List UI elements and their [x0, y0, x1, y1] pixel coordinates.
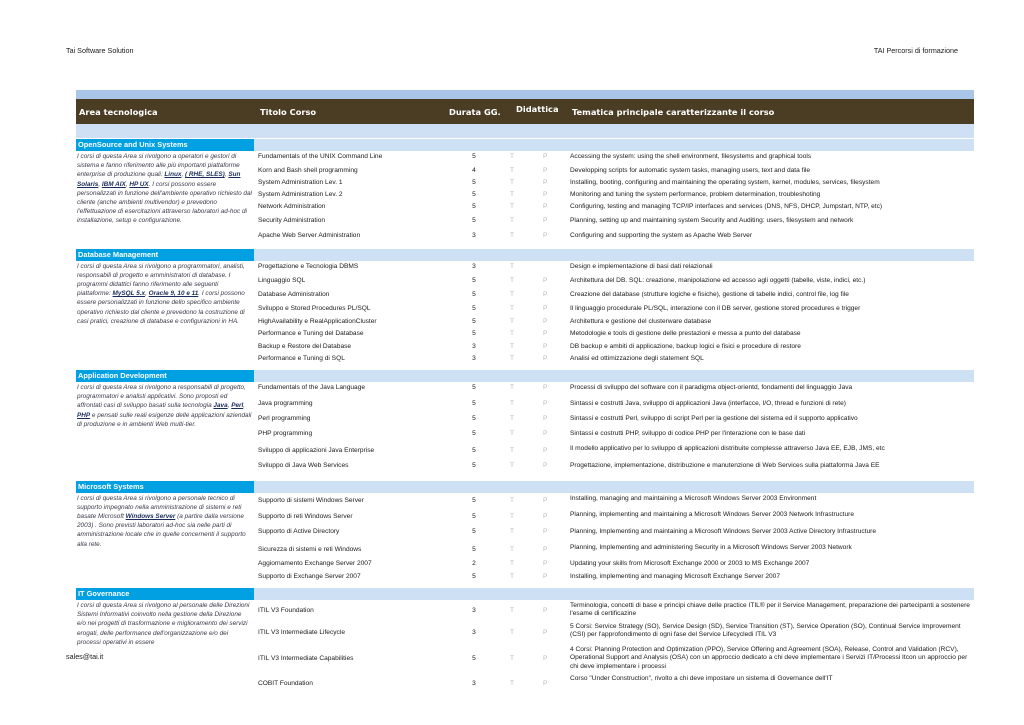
course-duration: 5	[472, 496, 476, 504]
didactics-theory: T	[510, 400, 515, 407]
didactics-theory: T	[510, 606, 515, 614]
course-duration: 5	[472, 415, 476, 422]
course-title: System Administration Lev. 1	[258, 179, 343, 186]
course-title: Korn and Bash shell programming	[258, 166, 358, 174]
course-title: Linguaggio SQL	[258, 276, 306, 284]
didactics-theory: T	[510, 290, 515, 298]
didactics-practice: P	[543, 415, 548, 422]
course-title: PHP programming	[258, 430, 313, 437]
course-topic: Planning, implementing and maintaining a Microsoft Windows Server 2003 Network Infrastructure	[570, 511, 855, 518]
course-title: Backup e Restore del Database	[258, 342, 352, 350]
didactics-theory: T	[510, 317, 515, 325]
course-topic: Developping scripts for automatic system tasks, managing users, text and data file	[570, 166, 811, 174]
didactics-practice: P	[543, 153, 548, 160]
course-topic: Planning, Implementing and administering Security in a Microsoft Windows Server 2003 Network	[570, 543, 852, 551]
course-row	[76, 215, 974, 230]
course-duration: 3	[472, 606, 476, 614]
course-row	[76, 353, 974, 366]
sections-container	[76, 139, 974, 694]
course-topic: Architettura del DB. SQL: creazione, manipolazione ed accesso agli oggetti (tabelle, viste, indici, etc.)	[570, 276, 866, 284]
course-row	[76, 151, 974, 165]
didactics-theory: T	[510, 527, 515, 535]
course-duration: 2	[472, 560, 476, 567]
course-duration: 5	[472, 330, 476, 337]
course-title: COBIT Foundation	[258, 679, 313, 687]
technology-keyword: Windows Server	[125, 512, 176, 520]
didactics-practice: P	[543, 679, 548, 687]
course-title: Aggiornamento Exchange Server 2007	[258, 560, 372, 567]
didactics-theory: T	[510, 654, 515, 662]
course-duration: 5	[472, 527, 476, 535]
course-row	[76, 571, 974, 584]
course-title: Apache Web Server Administration	[258, 231, 361, 239]
section-header	[76, 588, 974, 600]
table-header-row	[76, 99, 974, 124]
technology-keyword: PHP	[77, 411, 91, 419]
course-duration: 5	[472, 461, 476, 469]
course-row	[76, 275, 974, 289]
document-title: TAI Percorsi di formazione	[873, 46, 958, 55]
section-title: OpenSource and Unix Systems	[76, 139, 254, 151]
course-topic: Configuring and supporting the system as Apache Web Server	[570, 231, 753, 239]
course-title: HighAvailability e RealApplicationCluster	[258, 317, 377, 325]
course-duration: 5	[472, 304, 476, 312]
section-header	[76, 370, 974, 382]
technology-keyword: Oracle 9, 10 e 11	[148, 290, 199, 298]
section-body	[76, 493, 974, 588]
didactics-practice: P	[543, 231, 548, 239]
didactics-theory: T	[510, 560, 515, 567]
section-body	[76, 261, 974, 370]
course-topic: Installing, implementing and managing Microsoft Exchange Server 2007	[570, 572, 781, 580]
course-row	[76, 460, 974, 476]
course-title: Security Administration	[258, 217, 326, 224]
course-topic: Design e implementazione di basi dati relazionali	[570, 262, 713, 270]
course-row	[76, 526, 974, 542]
section-title: IT Governance	[76, 588, 254, 600]
course-row	[76, 177, 974, 189]
course-topic: Creazione del database (strutture logiche e fisiche), gestione di tabelle indici, control file, log file	[570, 290, 849, 298]
course-duration: 5	[472, 654, 476, 662]
course-row	[76, 413, 974, 428]
course-duration: 3	[472, 679, 476, 687]
course-table	[76, 90, 974, 694]
section-title: Microsoft Systems	[76, 481, 254, 493]
course-title: System Administration Lev. 2	[258, 191, 343, 198]
course-duration: 5	[472, 276, 476, 284]
course-duration: 5	[472, 400, 476, 407]
course-duration: 5	[472, 430, 476, 437]
course-title: Java programming	[258, 400, 313, 407]
course-topic: Planning, Implementing and maintaining a Microsoft Windows Server 2003 Active Directory Infrastructure	[570, 527, 877, 535]
section-title: Database Management	[76, 249, 254, 261]
course-row	[76, 289, 974, 303]
course-title: Fundamentals of the UNIX Command Line	[258, 153, 383, 160]
section-description: I corsi di questa Area si rivolgono a programmatori, analisti, responsabili di progetto e amministratori di database. I programmi didattici fanno riferimento alle seguenti piattaforme: MySQL 5.x, Oracle 9, 10 e 11. I corsi possono essere personalizzati in funzione dello specifico ambiente operativo richiesto dal cliente e prevedono la costruzione di casi pratici, creazione di database e configurazioni in HA.	[77, 262, 245, 325]
course-topic: Updating your skills from Microsoft Exchange 2000 or 2003 to MS Exchange 2007	[570, 560, 810, 567]
didactics-theory: T	[510, 191, 515, 198]
course-row	[76, 341, 974, 354]
technology-keyword: HP UX	[129, 180, 149, 188]
course-duration: 3	[472, 628, 476, 636]
didactics-practice: P	[543, 606, 548, 614]
technology-keyword: Sun Solaris	[77, 171, 241, 188]
didactics-theory: T	[510, 572, 515, 580]
course-title: Sviluppo di applicazioni Java Enterprise	[258, 447, 375, 455]
course-duration: 5	[472, 153, 476, 160]
didactics-theory: T	[510, 231, 515, 239]
course-duration: 5	[472, 545, 476, 553]
course-title: Sviluppo di Java Web Services	[258, 461, 349, 469]
section-description: I corsi di questa Area si rivolgono a operatori e gestori di sistema e fanno riferimento alle più importanti piattaforme enterprise di produzione quali: Linux, ( RHE, SLES), Sun Solaris, IBM AIX, HP UX. I corsi possono essere personalizzati in funzione dell'ambiente operativo richiesto dal cliente (anche ambienti multivendor) e prevedono l'effettuazione di esercitazioni attraverso laboratori ad-hoc di installazione, setup e configurazione.	[77, 153, 252, 225]
didactics-theory: T	[510, 203, 515, 210]
technology-keyword: Perl	[231, 402, 244, 410]
didactics-practice: P	[543, 628, 548, 636]
course-title: Performance e Tuning di SQL	[258, 355, 345, 362]
course-topic: Planning, setting up and maintaining system Security and Auditing: users, filesystem and network	[570, 217, 854, 224]
course-row	[76, 493, 974, 510]
header-didactics: Didattica	[516, 104, 559, 114]
technology-keyword: Java	[213, 402, 228, 410]
course-title: Supporto di Active Directory	[258, 527, 340, 535]
didactics-theory: T	[510, 496, 515, 504]
course-title: ITIL V3 Foundation	[258, 606, 314, 614]
didactics-practice: P	[543, 527, 548, 535]
course-row	[76, 621, 974, 644]
didactics-theory: T	[510, 461, 515, 469]
course-row	[76, 165, 974, 178]
technology-keyword: ( RHE, SLES)	[185, 171, 225, 179]
course-topic: Accessing the system: using the shell environment, filesystems and graphical tools	[570, 153, 812, 160]
course-title: Sviluppo e Stored Procedures PL/SQL	[258, 304, 371, 312]
didactics-theory: T	[510, 447, 515, 455]
didactics-practice: P	[543, 304, 548, 312]
didactics-theory: T	[510, 153, 515, 160]
course-topic: Il linguaggio procedurale PL/SQL, interazione con il DB server, gestione stored procedures e trigger	[570, 304, 861, 312]
course-row	[76, 542, 974, 559]
course-topic: Installing, booting, configuring and maintaining the operating system, kernel, modules, services, filesystem	[570, 179, 880, 186]
technology-keyword: IBM AIX	[101, 180, 126, 188]
didactics-theory: T	[510, 430, 515, 437]
course-title: Sicurezza di sistemi e reti Windows	[258, 545, 362, 553]
course-duration: 5	[472, 290, 476, 298]
course-title: Progettazione e Tecnologia DBMS	[258, 262, 359, 270]
course-duration: 5	[472, 513, 476, 521]
course-topic: Installing, managing and maintaining a Microsoft Windows Server 2003 Environment	[570, 494, 817, 502]
header-area: Area tecnologica	[79, 107, 158, 117]
section-description: I corsi di questa Area si rivolgono al personale delle Direzioni Sistemi Informativi coinvolto nella gestione della Direzione e/o nei progetti di trasformazione e miglioramento dei servizi erogati, delle performance dell'organizzazione e/o dei processi operativi in essere	[77, 602, 250, 646]
section-description: I corsi di questa Area si rivolgono a responsabili di progetto, programmatori e analisti applicativi. Sono proposti ed affrontati casi di sviluppo basati sulla tecnologia Java, Perl, PHP e pensati sulle reali esigenze delle applicazioni aziendali di produzione e in ambienti Web multi-tier.	[77, 384, 252, 428]
didactics-practice: P	[543, 330, 548, 337]
didactics-practice: P	[543, 384, 548, 391]
course-row	[76, 261, 974, 275]
technology-keyword: MySQL 5.x	[112, 290, 146, 298]
course-row	[76, 644, 974, 673]
didactics-theory: T	[510, 679, 515, 687]
course-duration: 5	[472, 179, 476, 186]
section-header	[76, 481, 974, 493]
technology-keyword: Linux	[164, 171, 182, 179]
section-header	[76, 139, 974, 151]
didactics-practice: P	[543, 166, 548, 174]
course-row	[76, 558, 974, 571]
course-row	[76, 428, 974, 443]
section-body	[76, 600, 974, 694]
section-description: I corsi di questa Area si rivolgono a personale tecnico di supporto impegnato nella amministrazione di sistemi e reti basate Microsoft Windows Server (a partire dalla versione 2003) . Sono previsti laboratori ad-hoc sia nelle parti di amministrazione locale che in quelle concernenti il supporto alla rete.	[77, 494, 246, 548]
didactics-practice: P	[543, 560, 548, 567]
didactics-theory: T	[510, 628, 515, 636]
course-row	[76, 600, 974, 621]
course-row	[76, 230, 974, 245]
footer-email: sales@tai.it	[66, 652, 104, 661]
top-stripe	[76, 90, 974, 99]
page-header	[66, 46, 958, 58]
course-row	[76, 303, 974, 316]
didactics-practice: P	[543, 317, 548, 325]
course-row	[76, 201, 974, 215]
header-topic: Tematica principale caratterizzante il corso	[572, 107, 775, 117]
header-spacer-bar	[76, 124, 974, 138]
didactics-practice: P	[543, 203, 548, 210]
course-row	[76, 382, 974, 398]
didactics-practice: P	[543, 342, 548, 350]
course-row	[76, 328, 974, 341]
course-title: ITIL V3 Intermediate Capabilities	[258, 654, 354, 662]
course-topic: DB backup e ambiti di applicazione, backup logici e fisici e procedure di restore	[570, 342, 801, 350]
course-topic: Sintassi e costrutti Perl, sviluppo di script Perl per la gestione del sistema ed il supporto applicativo	[570, 415, 858, 422]
course-topic: Sintassi e costrutti Java, sviluppo di applicazioni Java (interfacce, I/O, thread e funzioni di rete)	[570, 400, 846, 407]
didactics-practice: P	[543, 355, 548, 362]
course-title: ITIL V3 Intermediate Lifecycle	[258, 628, 345, 636]
didactics-practice: P	[543, 217, 548, 224]
didactics-practice: P	[543, 430, 548, 437]
course-duration: 5	[472, 203, 476, 210]
course-topic: 4 Corsi: Planning Protection and Optimization (PPO), Service Offering and Agreement (SOA), Release, Control and Validation (RCV), Operational Support and Analysis (OSA) con un approccio dedicato a chi deve implementare i Servizi IT/Processi Itcon un approccio per chi deve implementare i processi	[570, 646, 968, 670]
didactics-theory: T	[510, 330, 515, 337]
didactics-theory: T	[510, 355, 515, 362]
course-title: Network Administration	[258, 203, 326, 210]
course-topic: Sintassi e costrutti PHP, sviluppo di codice PHP per l'interazione con le base dati	[570, 430, 806, 437]
course-duration: 3	[472, 355, 476, 362]
course-topic: Architettura e gestione del clusterware database	[570, 317, 712, 325]
course-row	[76, 189, 974, 201]
section-body	[76, 382, 974, 480]
didactics-theory: T	[510, 415, 515, 422]
didactics-practice: P	[543, 545, 548, 553]
course-topic: Progettazione, implementazione, distribuzione e manutenzione di Web Services sulla piattaforma Java EE	[570, 461, 880, 469]
didactics-theory: T	[510, 384, 515, 391]
course-duration: 3	[472, 231, 476, 239]
didactics-theory: T	[510, 304, 515, 312]
course-topic: Corso "Under Construction", rivolto a chi deve impostare un sistema di Governance dell'IT	[570, 675, 833, 682]
course-row	[76, 316, 974, 329]
didactics-theory: T	[510, 545, 515, 553]
didactics-theory: T	[510, 262, 515, 270]
course-duration: 5	[472, 217, 476, 224]
course-title: Supporto di sistemi Windows Server	[258, 496, 364, 504]
didactics-theory: T	[510, 179, 515, 186]
didactics-practice: P	[543, 276, 548, 284]
course-topic: Analisi ed ottimizzazione degli statement SQL	[570, 355, 704, 362]
course-title: Perl programming	[258, 415, 311, 422]
course-duration: 5	[472, 384, 476, 391]
didactics-practice: P	[543, 179, 548, 186]
course-duration: 3	[472, 262, 476, 270]
didactics-practice: P	[543, 496, 548, 504]
course-topic: Il modello applicativo per lo sviluppo di applicazioni distribuite complesse attraverso Java EE, EJB, JMS, etc	[570, 445, 885, 452]
course-duration: 4	[472, 166, 476, 174]
section-title: Application Development	[76, 370, 254, 382]
course-title: Performance e Tuning del Database	[258, 330, 364, 337]
course-topic: Monitoring and tuning the system performance, problem determination, troubleshoting	[570, 191, 821, 198]
course-duration: 5	[472, 572, 476, 580]
header-title: Titolo Corso	[260, 107, 317, 117]
course-duration: 5	[472, 447, 476, 455]
didactics-practice: P	[543, 461, 548, 469]
course-row	[76, 398, 974, 413]
course-duration: 5	[472, 191, 476, 198]
course-title: Database Administration	[258, 290, 330, 298]
course-topic: Terminologia, concetti di base e principi chiave delle practice ITIL® per il Service Management, preparazione dei partecipanti a sostenere l'esame di certificazine	[570, 602, 970, 618]
didactics-theory: T	[510, 217, 515, 224]
course-topic: Configuring, testing and managing TCP/IP interfaces and services (DNS, NFS, DHCP, Jumpstart, NTP, etc)	[570, 203, 883, 210]
didactics-practice: P	[543, 400, 548, 407]
didactics-practice: P	[543, 572, 548, 580]
didactics-practice: P	[543, 654, 548, 662]
header-duration: Durata GG.	[449, 107, 501, 117]
didactics-practice: P	[543, 290, 548, 298]
section-header	[76, 249, 974, 261]
course-row	[76, 673, 974, 694]
didactics-practice: P	[543, 447, 548, 455]
course-title: Supporto di reti Windows Server	[258, 513, 353, 521]
course-topic: Metodologie e tools di gestione delle prestazioni e messa a punto del database	[570, 330, 801, 337]
course-duration: 3	[472, 342, 476, 350]
didactics-practice: P	[543, 191, 548, 198]
course-topic: Processi di sviluppo del software con il paradigma object-orientd, fondamenti del linguaggio Java	[570, 384, 853, 391]
didactics-practice: P	[543, 513, 548, 521]
course-row	[76, 509, 974, 526]
course-topic: 5 Corsi: Service Strategy (SO), Service Design (SD), Service Transition (ST), Service Operation (SO), Continual Service Improvement (CSI) per l'approfondimento di ogni fase del Service Lifecycledi ITIL V3	[570, 623, 961, 639]
course-duration: 5	[472, 317, 476, 325]
course-row	[76, 443, 974, 460]
didactics-theory: T	[510, 166, 515, 174]
didactics-theory: T	[510, 342, 515, 350]
didactics-theory: T	[510, 513, 515, 521]
course-title: Supporto di Exchange Server 2007	[258, 572, 361, 580]
company-name: Tai Software Solution	[66, 46, 134, 55]
didactics-theory: T	[510, 276, 515, 284]
course-title: Fundamentals of the Java Language	[258, 384, 366, 391]
section-body	[76, 151, 974, 248]
